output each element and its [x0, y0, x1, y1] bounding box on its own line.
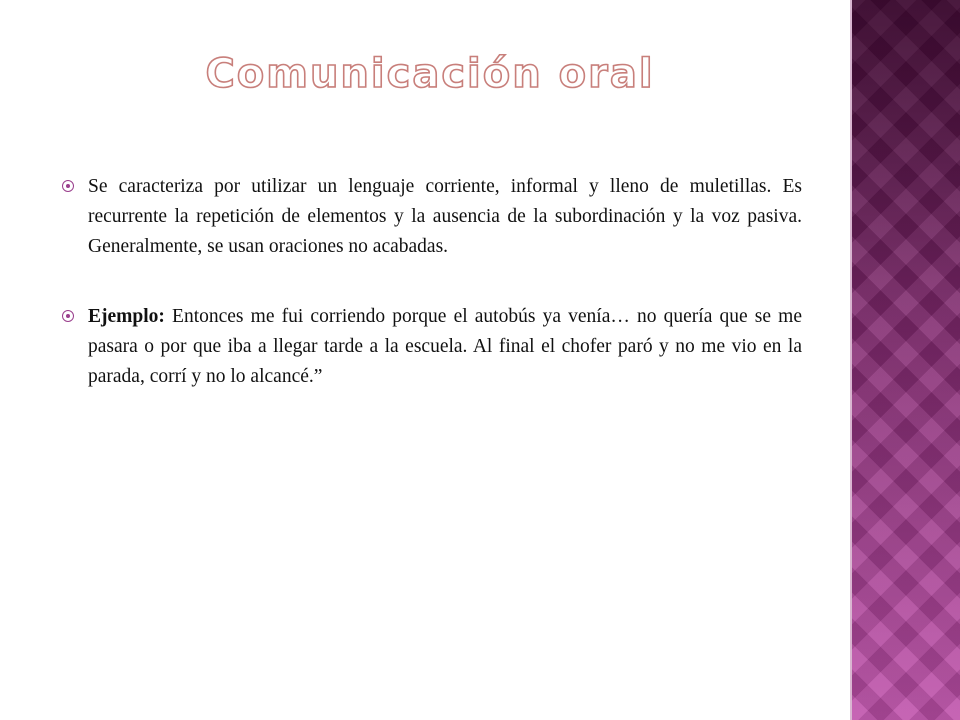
- slide-content: [62, 172, 802, 432]
- slide-title: Comunicación oral: [205, 51, 655, 97]
- decorative-side-panel: [852, 0, 960, 720]
- bullet-icon: [62, 180, 74, 192]
- example-text: Entonces me fui corriendo porque el autobús ya venía… no quería que se me pasara o por que iba a llegar tarde a la escuela. Al final el chofer paró y no me vio en la parada, corrí y no lo alcancé.”: [88, 306, 802, 387]
- bullet-item: [62, 302, 802, 392]
- bullet-icon: [62, 310, 74, 322]
- bullet-text: Se caracteriza por utilizar un lenguaje corriente, informal y lleno de muletillas. Es recurrente la repetición de elementos y la ausencia de la subordinación y la voz pasiva. Generalmente, se usan oraciones no acabadas.: [88, 176, 802, 257]
- example-label: Ejemplo:: [88, 306, 165, 327]
- bullet-item: [62, 172, 802, 262]
